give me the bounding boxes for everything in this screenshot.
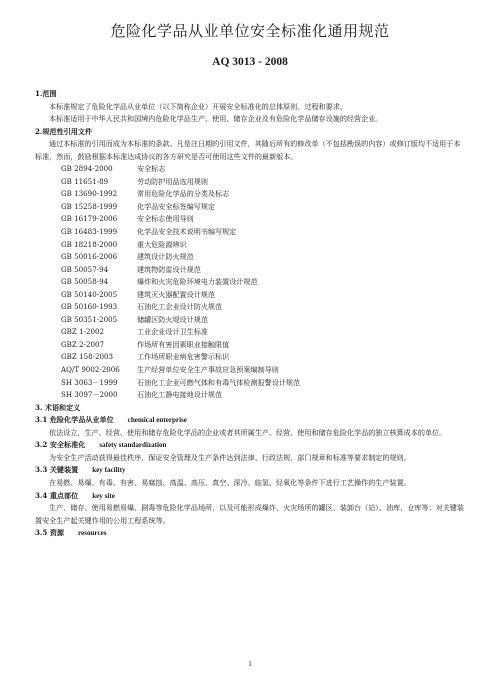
reference-item — [61, 276, 465, 289]
reference-title: 劳动防护用品选用规则 — [137, 176, 208, 186]
reference-title: 生产经营单位安全生产事故应急预案编制导则 — [137, 365, 279, 375]
reference-item — [61, 389, 465, 402]
reference-title: 爆炸和火灾危险环境电力装置设计规范 — [137, 277, 258, 287]
reference-title: 石油化工企业设计防火规范 — [137, 302, 223, 312]
reference-item — [61, 226, 465, 239]
reference-item — [61, 351, 465, 364]
reference-title: 常用危险化学品的分类及标志 — [137, 189, 230, 199]
reference-title: 重大危险源辨识 — [137, 239, 187, 249]
reference-list — [61, 163, 465, 401]
reference-title: 石油化工静电接地设计规范 — [137, 390, 223, 400]
definition-number: 3.3 — [35, 465, 48, 475]
reference-code: GB 50058-94 — [61, 277, 109, 287]
definition-term: 安全标准化 — [49, 440, 86, 450]
definition-term: 危险化学品从业单位 — [49, 415, 114, 425]
reference-title: 建筑物防雷设计规范 — [137, 264, 201, 274]
definition-heading — [35, 414, 465, 427]
reference-title: 安全标志 — [137, 164, 166, 174]
reference-item — [61, 213, 465, 226]
reference-code: GB 50057-94 — [61, 264, 109, 274]
definition-term-english: safety standardization — [99, 441, 167, 450]
definition-heading — [35, 464, 465, 477]
reference-code: GBZ 1-2002 — [61, 327, 105, 337]
reference-title: 工作场所职业病危害警示标识 — [137, 352, 230, 362]
document-body — [35, 88, 465, 540]
definition-term: 关键装置 — [49, 465, 79, 475]
reference-code: SH 3097－2000 — [61, 390, 118, 400]
reference-item — [61, 163, 465, 176]
reference-code: GB 50160-1993 — [61, 302, 118, 312]
reference-code: GB 16179-2006 — [61, 214, 118, 224]
definition-number: 3.1 — [35, 415, 48, 425]
definition-number: 3.2 — [35, 440, 48, 450]
reference-code: GB 50016-2006 — [61, 252, 118, 262]
reference-code: GBZ 158-2003 — [61, 352, 114, 362]
reference-code: GBZ 2-2007 — [61, 339, 105, 349]
reference-item — [61, 264, 465, 277]
definition-term-english: chemical enterprise — [127, 416, 187, 425]
definition-term: 资源 — [49, 528, 65, 538]
section-1-paragraph: 本标准适用于中华人民共和国境内危险化学品生产、使用、储存企业及有危险化学品储存设施的经营企业。 — [49, 114, 383, 124]
reference-code: GB 13690-1992 — [61, 189, 118, 199]
definition-term: 重点部位 — [49, 490, 79, 500]
reference-item — [61, 251, 465, 264]
definition-heading — [35, 439, 465, 452]
definition-term-english: resources — [78, 529, 107, 538]
reference-item — [61, 201, 465, 214]
reference-item — [61, 339, 465, 352]
definition-term-english: key site — [92, 491, 115, 500]
reference-code: GB 18218-2000 — [61, 239, 118, 249]
section-2-paragraph: 通过本标准的引用而成为本标准的条款。凡是注日期的引用文件，其随后所有的修改单（不包括勘误的内容）或修订版均不适用于本标准，然而，鼓励根据本标准达成协议的各方研究是否可使用这些文件的最新版本。 — [35, 139, 461, 161]
reference-code: SH 3063－1999 — [61, 377, 118, 387]
reference-code: AQ/T 9002-2006 — [61, 365, 120, 375]
reference-title: 储罐区防火堤设计规范 — [137, 314, 208, 324]
reference-item — [61, 314, 465, 327]
definition-text: 在易燃、易爆、有毒、有害、易腐蚀、高温、高压、真空、深冷、临氢、烃氧化等条件下进行工艺操作的生产装置。 — [49, 477, 411, 487]
reference-code: GB 15258-1999 — [61, 201, 118, 211]
reference-item — [61, 364, 465, 377]
definition-text: 生产、储存、使用易燃易爆、剧毒等危险化学品场所，以及可能形成爆炸、火灾场所的罐区、装卸台（站）、油库、仓库等；对关键装置安全生产起关键作用的公用工程系统等。 — [35, 503, 464, 525]
section-2-heading: 2.规范性引用文件 — [35, 126, 93, 136]
reference-title: 安全标志使用导则 — [137, 214, 194, 224]
section-1-heading: 1.范围 — [35, 89, 57, 98]
reference-title: 作场所有害因素职业接触限值 — [137, 339, 230, 349]
definition-heading — [35, 490, 465, 503]
definition-term-english: key facility — [92, 466, 126, 475]
reference-item — [61, 176, 465, 189]
section-3-heading: 3. 术语和定义 — [35, 402, 81, 412]
definition-number: 3.5 — [35, 528, 48, 538]
reference-title: 化学品安全标签编写规定 — [137, 201, 216, 211]
document-title: 危险化学品从业单位安全标准化通用规范 — [110, 22, 390, 40]
reference-code: GB 16483-1999 — [61, 227, 118, 237]
reference-code: GB 50140-2005 — [61, 289, 118, 299]
page-number: 1 — [248, 660, 252, 668]
definition-heading — [35, 527, 465, 540]
definition-text: 为安全生产活动获得最佳秩序，保证安全管理及生产条件达到法律、行政法规、部门规章和标准等要求制定的规则。 — [49, 452, 411, 462]
reference-item — [61, 239, 465, 252]
standard-code: AQ 3013 - 2008 — [212, 56, 288, 68]
reference-title: 建筑灭火器配置设计规范 — [137, 289, 216, 299]
reference-code: GB 11651-89 — [61, 176, 109, 186]
reference-item — [61, 377, 465, 390]
reference-code: GB 2894-2000 — [61, 164, 113, 174]
reference-title: 石油化工企业可燃气体和有毒气体检测报警设计规范 — [137, 377, 301, 387]
reference-item — [61, 301, 465, 314]
reference-item — [61, 326, 465, 339]
definition-text: 依法设立，生产、经营、使用和储存危险化学品的企业或者其所属生产、经营、使用和储存危险化学品的独立核算成本的单位。 — [49, 427, 447, 437]
reference-item — [61, 188, 465, 201]
reference-item — [61, 289, 465, 302]
reference-title: 工业企业设计卫生标准 — [137, 327, 208, 337]
reference-title: 化学品安全技术说明书编写规定 — [137, 227, 237, 237]
definition-number: 3.4 — [35, 490, 48, 500]
reference-code: GB 50351-2005 — [61, 314, 118, 324]
section-1-paragraph: 本标准规定了危险化学品从业单位（以下简称企业）开展安全标准化的总体原则、过程和要求。 — [49, 101, 347, 111]
reference-title: 建筑设计防火规范 — [137, 252, 194, 262]
